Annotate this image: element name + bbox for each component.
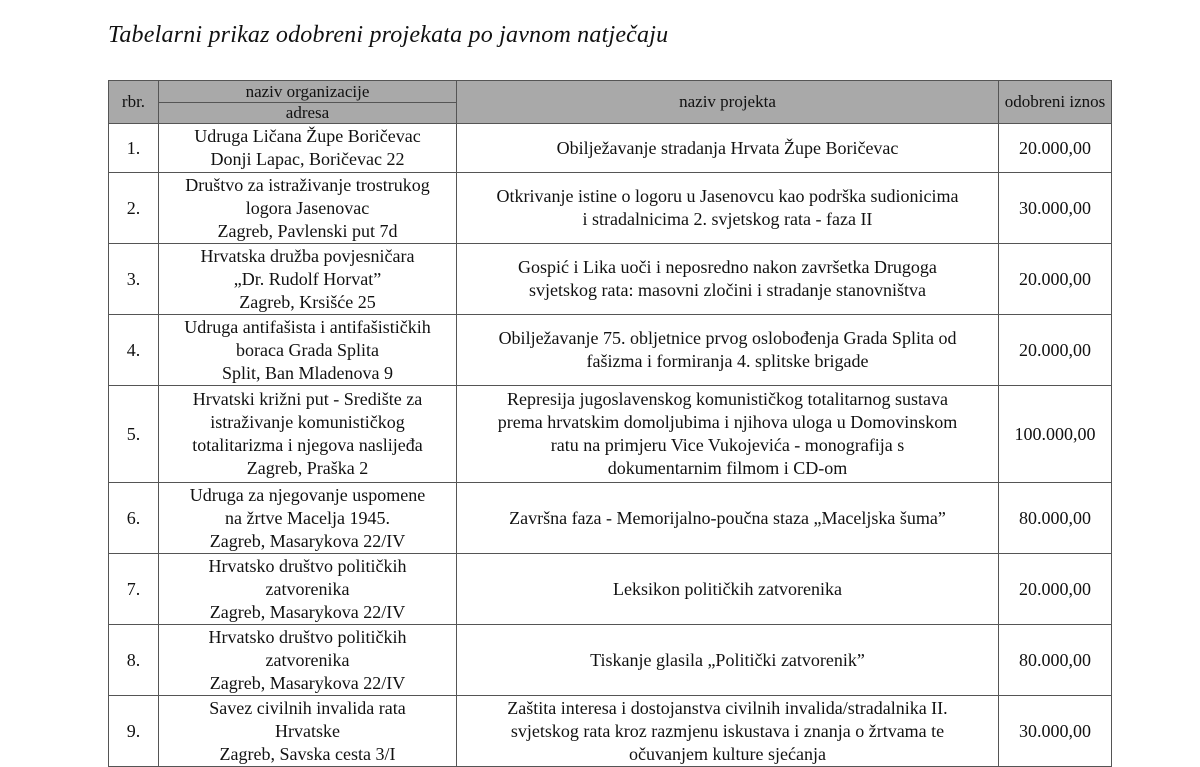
project-cell bbox=[457, 483, 999, 554]
organization-cell-line: Udruga Ličana Župe Boričevac bbox=[194, 126, 421, 146]
project-cell bbox=[457, 625, 999, 696]
project-cell-line: ratu na primjeru Vice Vukojevića - monografija s bbox=[550, 435, 905, 455]
amount-cell: 20.000,00 bbox=[999, 315, 1112, 386]
table-row bbox=[109, 483, 1112, 554]
project-cell-line: svjetskog rata kroz razmjenu iskustava i znanja o žrtvama te bbox=[510, 720, 945, 741]
header-organization bbox=[159, 81, 457, 124]
table-row bbox=[109, 386, 1112, 483]
project-cell bbox=[457, 696, 999, 767]
row-number: 9. bbox=[109, 696, 159, 767]
organization-cell bbox=[159, 696, 457, 767]
project-cell-line: Represija jugoslavenskog komunističkog totalitarnog sustava bbox=[507, 389, 948, 409]
organization-cell-line: Hrvatsko društvo političkih bbox=[208, 626, 407, 647]
organization-cell-line: Hrvatska družba povjesničara bbox=[200, 245, 415, 266]
header-amount: odobreni iznos bbox=[999, 81, 1112, 124]
project-cell-line: Tiskanje glasila „Politički zatvorenik” bbox=[590, 649, 865, 670]
organization-cell-line: Udruga antifašista i antifašističkih bbox=[184, 316, 431, 337]
organization-cell-line: logora Jasenovac bbox=[245, 197, 370, 218]
table-body bbox=[109, 124, 1112, 767]
organization-cell bbox=[159, 386, 457, 483]
organization-cell-line: Hrvatsko društvo političkih bbox=[208, 555, 407, 576]
header-org-address: adresa bbox=[285, 103, 330, 122]
organization-cell bbox=[159, 124, 457, 173]
project-cell-line: očuvanjem kulture sjećanja bbox=[629, 743, 826, 764]
project-cell bbox=[457, 124, 999, 173]
organization-cell bbox=[159, 625, 457, 696]
organization-cell-line: Zagreb, Masarykova 22/IV bbox=[209, 601, 406, 622]
table-row bbox=[109, 173, 1112, 244]
project-cell bbox=[457, 173, 999, 244]
organization-cell bbox=[159, 244, 457, 315]
row-number: 1. bbox=[109, 124, 159, 173]
project-cell-line: Završna faza - Memorijalno-poučna staza „Maceljska šuma” bbox=[509, 507, 946, 528]
header-org-name: naziv organizacije bbox=[159, 81, 456, 103]
row-number: 5. bbox=[109, 386, 159, 483]
project-cell bbox=[457, 386, 999, 483]
organization-cell-line: „Dr. Rudolf Horvat” bbox=[233, 268, 382, 289]
organization-cell bbox=[159, 483, 457, 554]
row-number: 6. bbox=[109, 483, 159, 554]
amount-cell: 80.000,00 bbox=[999, 483, 1112, 554]
organization-cell-line: Društvo za istraživanje trostrukog bbox=[185, 174, 430, 195]
organization-cell bbox=[159, 554, 457, 625]
project-cell-line: prema hrvatskim domoljubima i njihova uloga u Domovinskom bbox=[497, 412, 958, 432]
amount-cell: 30.000,00 bbox=[999, 173, 1112, 244]
row-number: 4. bbox=[109, 315, 159, 386]
amount-cell: 20.000,00 bbox=[999, 554, 1112, 625]
document-title: Tabelarni prikaz odobreni projekata po javnom natječaju bbox=[108, 22, 669, 48]
organization-cell-line: Hrvatski križni put - Središte za bbox=[192, 389, 423, 409]
project-cell-line: Gospić i Lika uoči i neposredno nakon završetka Drugoga bbox=[518, 257, 937, 277]
project-cell-line: Otkrivanje istine o logoru u Jasenovcu kao podrška sudionicima bbox=[496, 186, 959, 206]
amount-cell: 20.000,00 bbox=[999, 124, 1112, 173]
organization-cell-line: Zagreb, Masarykova 22/IV bbox=[209, 530, 406, 551]
projects-table bbox=[108, 80, 1112, 767]
organization-cell-line: zatvorenika bbox=[265, 649, 350, 670]
row-number: 8. bbox=[109, 625, 159, 696]
header-project: naziv projekta bbox=[457, 81, 999, 124]
organization-cell-line: Zagreb, Savska cesta 3/I bbox=[219, 743, 396, 764]
project-cell bbox=[457, 554, 999, 625]
table-row bbox=[109, 625, 1112, 696]
organization-cell-line: na žrtve Macelja 1945. bbox=[225, 507, 390, 528]
amount-cell: 100.000,00 bbox=[999, 386, 1112, 483]
project-cell-line: fašizma i formiranja 4. splitske brigade bbox=[586, 351, 869, 371]
amount-cell: 30.000,00 bbox=[999, 696, 1112, 767]
organization-cell-line: Hrvatske bbox=[275, 720, 340, 741]
organization-cell-line: Savez civilnih invalida rata bbox=[209, 697, 406, 718]
organization-cell-line: Zagreb, Krsišće 25 bbox=[239, 291, 376, 312]
table-row bbox=[109, 696, 1112, 767]
project-cell-line: Zaštita interesa i dostojanstva civilnih invalida/stradalnika II. bbox=[507, 697, 948, 718]
organization-cell-line: istraživanje komunističkog bbox=[210, 412, 405, 432]
table-row bbox=[109, 124, 1112, 173]
organization-cell-line: boraca Grada Splita bbox=[236, 339, 379, 360]
amount-cell: 20.000,00 bbox=[999, 244, 1112, 315]
organization-cell-line: Udruga za njegovanje uspomene bbox=[189, 484, 426, 505]
organization-cell-line: Zagreb, Pavlenski put 7d bbox=[217, 220, 398, 241]
table-row bbox=[109, 244, 1112, 315]
row-number: 3. bbox=[109, 244, 159, 315]
project-cell-line: Obilježavanje stradanja Hrvata Župe Boričevac bbox=[556, 137, 899, 158]
project-cell-line: Obilježavanje 75. obljetnice prvog oslobođenja Grada Splita od bbox=[498, 328, 957, 348]
organization-cell-line: totalitarizma i njegova naslijeđa bbox=[192, 435, 423, 455]
project-cell bbox=[457, 315, 999, 386]
project-cell bbox=[457, 244, 999, 315]
amount-cell: 80.000,00 bbox=[999, 625, 1112, 696]
table-row bbox=[109, 315, 1112, 386]
organization-cell-line: Donji Lapac, Boričevac 22 bbox=[210, 149, 405, 169]
project-cell-line: Leksikon političkih zatvorenika bbox=[613, 578, 842, 599]
row-number: 2. bbox=[109, 173, 159, 244]
organization-cell-line: Zagreb, Praška 2 bbox=[246, 458, 369, 478]
organization-cell bbox=[159, 173, 457, 244]
organization-cell-line: Zagreb, Masarykova 22/IV bbox=[209, 672, 406, 693]
organization-cell-line: Split, Ban Mladenova 9 bbox=[222, 362, 393, 383]
row-number: 7. bbox=[109, 554, 159, 625]
organization-cell bbox=[159, 315, 457, 386]
table-header-row bbox=[109, 81, 1112, 124]
project-cell-line: i stradalnicima 2. svjetskog rata - faza II bbox=[582, 209, 873, 229]
header-rbr: rbr. bbox=[109, 81, 159, 124]
project-cell-line: svjetskog rata: masovni zločini i stradanje stanovništva bbox=[529, 280, 926, 300]
organization-cell-line: zatvorenika bbox=[265, 578, 350, 599]
table-row bbox=[109, 554, 1112, 625]
project-cell-line: dokumentarnim filmom i CD-om bbox=[607, 458, 848, 478]
